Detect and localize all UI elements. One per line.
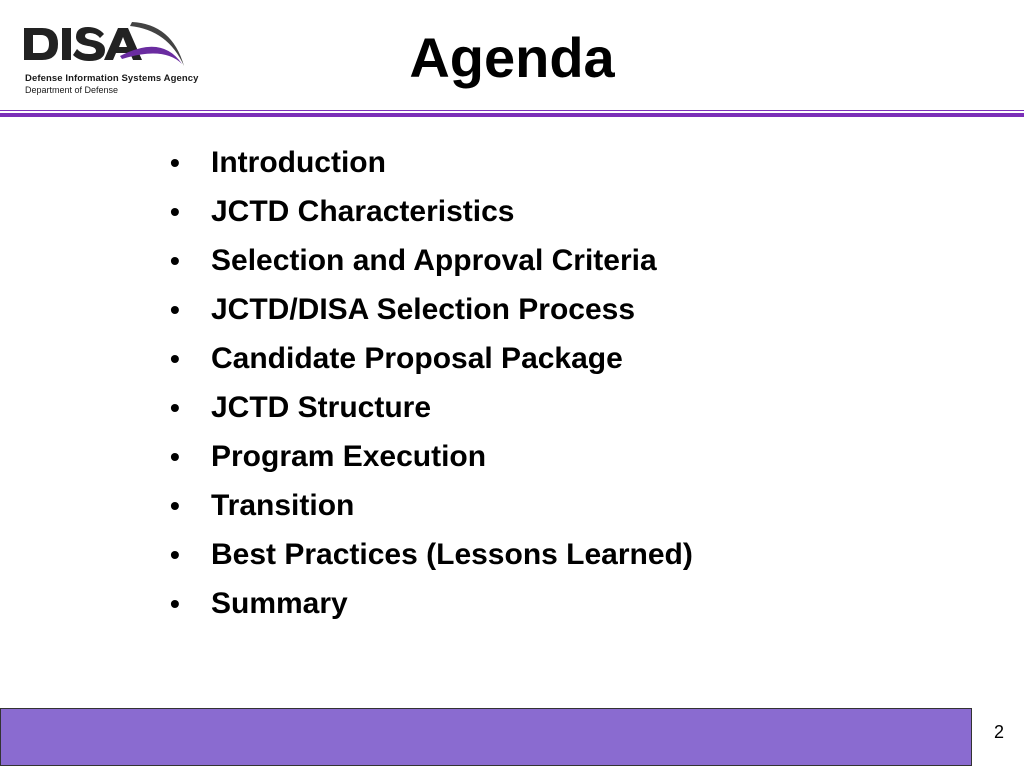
agenda-item (170, 236, 693, 285)
slide-title: Agenda (409, 26, 615, 89)
agenda-item-label: Best Practices (Lessons Learned) (211, 538, 693, 571)
header-divider-thick (0, 113, 1024, 117)
bullet-icon: • (170, 441, 180, 472)
agenda-item-label: Candidate Proposal Package (211, 342, 623, 375)
bullet-icon: • (170, 490, 180, 521)
agenda-item (170, 285, 693, 334)
header-divider-thin (0, 110, 1024, 111)
bullet-icon: • (170, 294, 180, 325)
agenda-item-label: JCTD Structure (211, 391, 432, 424)
agenda-item-label: Transition (211, 489, 355, 522)
agency-name: Defense Information Systems Agency (25, 73, 199, 84)
agenda-item (170, 138, 693, 187)
agenda-item (170, 432, 693, 481)
agenda-item (170, 187, 693, 236)
bullet-icon: • (170, 147, 180, 178)
bullet-icon: • (170, 539, 180, 570)
page-number: 2 (993, 722, 1004, 742)
bullet-icon: • (170, 392, 180, 423)
bullet-icon: • (170, 245, 180, 276)
agenda-item-label: Introduction (211, 146, 386, 179)
agenda-item-label: JCTD/DISA Selection Process (211, 293, 636, 326)
bullet-icon: • (170, 343, 180, 374)
footer-bar (0, 708, 972, 766)
agenda-item (170, 383, 693, 432)
bullet-icon: • (170, 196, 180, 227)
bullet-icon: • (170, 588, 180, 619)
agenda-item-label: Program Execution (211, 440, 487, 473)
agenda-item-label: Selection and Approval Criteria (211, 244, 657, 277)
agenda-item (170, 481, 693, 530)
agenda-item-label: Summary (211, 587, 348, 620)
agenda-item (170, 530, 693, 579)
department-name: Department of Defense (25, 85, 119, 95)
agenda-list (170, 138, 693, 628)
agenda-item (170, 579, 693, 628)
agenda-item (170, 334, 693, 383)
agenda-item-label: JCTD Characteristics (211, 195, 515, 228)
